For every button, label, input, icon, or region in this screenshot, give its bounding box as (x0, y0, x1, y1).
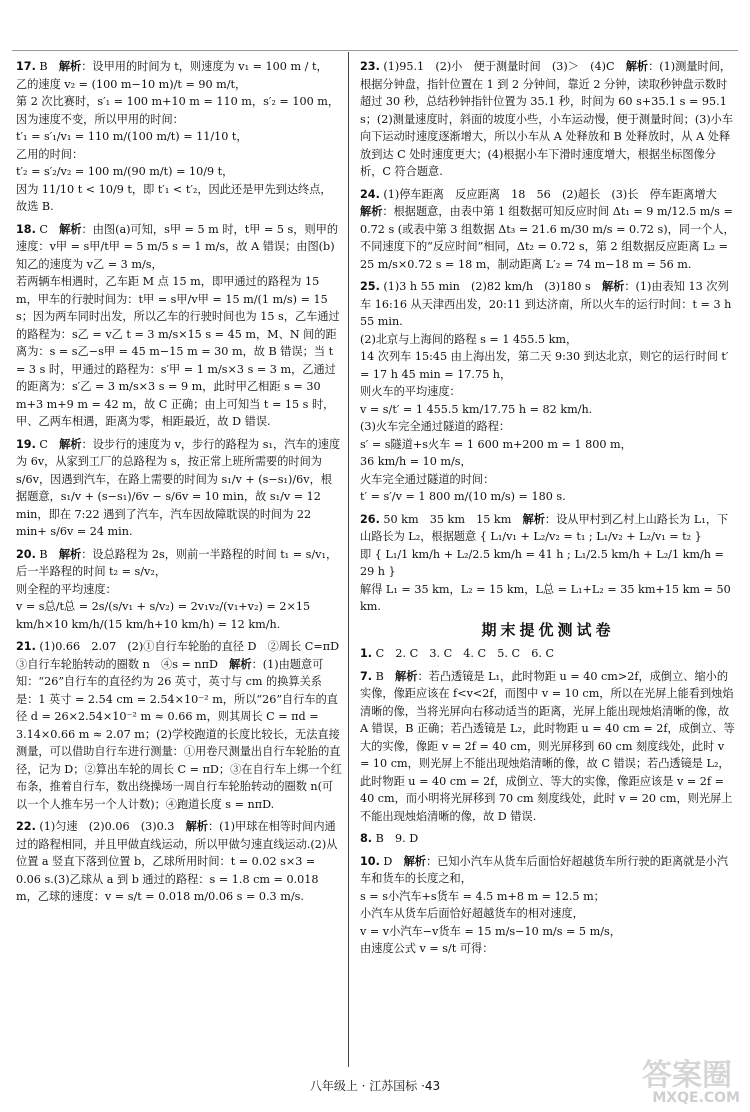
problem-number: 25. (360, 280, 380, 293)
problem-10 (360, 853, 736, 958)
analysis-line: 因为 11/10 t < 10/9 t，即 t′₁ < t′₂，因此还是甲先到达终点，故选 B. (16, 182, 332, 213)
analysis-line: 36 km/h = 10 m/s， (360, 455, 472, 468)
analysis-line: s′ = s隧道+s火车 = 1 600 m+200 m = 1 800 m， (360, 437, 632, 451)
analysis-tag: 解析 (360, 205, 383, 218)
analysis-line: s = s小汽车+s货车 = 4.5 m+8 m = 12.5 m； (360, 889, 605, 903)
analysis-line: v = s/t′ = 1 455.5 km/17.75 h = 82 km/h. (360, 402, 593, 416)
problem-7 (360, 668, 736, 826)
answer: B (39, 547, 48, 561)
analysis-tag: 解析 (625, 60, 649, 73)
problem-number: 18. (16, 222, 36, 236)
analysis-line: 因为速度不变，所以甲用的时间： (16, 112, 184, 126)
analysis-tag: 解析 (58, 547, 82, 561)
analysis-line: v = s总/t总 = 2s/(s/v₁ + s/v₂) = 2v₁v₂/(v₁+v₂) = 2×15 km/h×10 km/h/(15 km/h+10 km/h) = 12 km/h. (16, 600, 311, 631)
analysis-line: 小汽车从货车后面恰好超越货车的相对速度， (360, 907, 584, 920)
column-divider (348, 52, 349, 1067)
analysis-line: 则火车的平均速度： (360, 385, 461, 398)
analysis-line: t′₂ = s′₂/v₂ = 100 m/(90 m/t) = 10/9 t， (16, 165, 234, 178)
problem-25 (360, 278, 736, 506)
watermark-glyph: 答案圈 (642, 1058, 732, 1093)
analysis-tag: 解析 (185, 820, 208, 833)
analysis-line: ：设从甲村到乙村上山路长为 L₁，下山路长为 L₂，根据题意 { L₁/v₁ + L₂/v₂ = t₁ ; L₁/v₂ + L₂/v₁ = t₂ } (360, 512, 729, 543)
problem-1 (360, 645, 736, 663)
analysis-tag: 解析 (403, 854, 426, 868)
analysis-line: ：(1)由题意可知：“26”自行车的直径约为 26 英寸，英寸与 cm 的换算关系是：1 英寸 = 2.54 cm = 2.54×10⁻² m，所以“26”自行车的直径 d = 26×2.54×10⁻² m ≈ 0.66 m，则其周长 C = πd = 3.14×0.66 m ≈ 2.07 m；(2)学校跑道的长度比较长，无法直接测量，可以借助自行车进行测量：①用卷尺测量出自行车轮胎的直径，记为 D；②算出车轮的周长 C = πD；③在自行车上绑一个红布条，推着自行车，数出绕操场一周自行车轮胎转动的圈数 n(可以一个人推车另一个人计数)；④跑道长度 s = nπD. (16, 657, 342, 811)
analysis-line: 即 { L₁/1 km/h + L₂/2.5 km/h = 41 h ; L₁/2.5 km/h + L₂/1 km/h = 29 h } (360, 547, 724, 578)
watermark-logo (620, 1050, 740, 1106)
problem-number: 23. (360, 60, 380, 73)
analysis-line: 乙的速度 v₂ = (100 m−10 m)/t = 90 m/t， (16, 77, 247, 91)
top-rule (12, 50, 738, 51)
answer: (1)匀速 (2)0.06 (3)0.3 (39, 820, 175, 833)
analysis-tag: 解析 (229, 657, 252, 671)
analysis-line: 若两辆车相遇时，乙车距 M 点 15 m，即甲通过的路程为 15 m，甲车的行驶时间为：t甲 = s甲/v甲 = 15 m/(1 m/s) = 15 s；因为两车同时出发，所以乙车的行驶时间也为 15 s，乙车通过的路程为：s乙 = v乙 t = 3 m/s×15 s = 45 m，M、N 间的距离为：s = s乙−s甲 = 45 m−15 m = 30 m，故 B 错误；当 t = 3 s 时，甲通过的路程为：s′甲 = 1 m/s×3 s = 3 m，乙通过的距离为：s′乙 = 3 m/s×3 s = 9 m，此时甲乙相距 s = 30 m+3 m+9 m = 42 m，故 C 正确；由上可知当 t = 15 s 时，甲、乙两车相遇，距离为零，相距最近，故 D 错误. (16, 275, 340, 428)
analysis-line: ：设甲用的时间为 t，则速度为 v₁ = 100 m / t， (81, 60, 328, 73)
analysis-line: t′₁ = s′₁/v₁ = 110 m/(100 m/t) = 11/10 t， (16, 130, 248, 143)
analysis-line: ：根据题意，由表中第 1 组数据可知反应时间 Δt₁ = 9 m/12.5 m/s = 0.72 s (或表中第 3 组数据 Δt₃ = 21.6 m/30 m/s = 0.72 s)，同一个人，不同速度下的“反应时间”相同，Δt₂ = 0.72 s，第 2 组数据反应距离 L₂ = 25 m/s×0.72 s = 18 m，制动距离 L′₂ = 74 m−18 m = 56 m. (360, 205, 735, 271)
analysis-line: 则全程的平均速度： (16, 582, 117, 596)
problem-number: 26. (360, 512, 380, 526)
analysis-tag: 解析 (601, 280, 625, 293)
answer: C (39, 437, 48, 451)
analysis-line: ：设步行的速度为 v，步行的路程为 s₁，汽车的速度为 6v，从家到工厂的总路程为 s，按正常上班所需要的时间为 s/6v，因遇到汽车，在路上需要的时间为 s₁/v + (s−s₁)/6v，根据题意，s₁/v + (s−s₁)/6v − s/6v = 10 min，故 s₁/v = 12 min，即在 7:22 遇到了汽车，汽车因故障耽误的时间为 22 min+ s/6v = 24 min. (16, 437, 341, 538)
analysis-tag: 解析 (59, 222, 82, 236)
answer: 50 km 35 km 15 km (383, 512, 512, 526)
problem-23 (360, 58, 736, 181)
analysis-line: ：(1)甲球在相等时间内通过的路程相同，并且甲做直线运动，所以甲做匀速直线运动.(2)从位置 a 竖直下落到位置 b，乙球所用时间：t = 0.02 s×3 = 0.06 s.(3)乙球从 a 到 b 通过的路程：s = 1.8 cm = 0.018 m，乙球的速度：v = s/t = 0.018 m/0.06 s = 0.3 m/s. (16, 820, 338, 903)
analysis-line: 第 2 次比赛时，s′₁ = 100 m+10 m = 110 m，s′₂ = 100 m， (16, 95, 340, 108)
analysis-tag: 解析 (58, 60, 82, 73)
analysis-line: (3)火车完全通过隧道的路程： (360, 420, 511, 433)
answer: B (375, 669, 384, 683)
analysis-tag: 解析 (59, 437, 82, 451)
problem-19 (16, 436, 342, 541)
analysis-line: 由速度公式 v = s/t 可得： (360, 942, 494, 955)
problem-number: 7. (360, 669, 373, 683)
answer: D (383, 854, 393, 868)
analysis-line: ：设总路程为 2s，则前一半路程的时间 t₁ = s/v₁，后一半路程的时间 t₂ = s/v₂， (16, 547, 338, 578)
right-problems (360, 58, 736, 616)
left-column (16, 58, 351, 911)
analysis-line: t′ = s′/v = 1 800 m/(10 m/s) = 180 s. (360, 490, 566, 503)
analysis-line: 火车完全通过隧道的时间： (360, 472, 495, 486)
analysis-line: ：(1)由表知 13 次列车 16:16 从天津西出发，20:11 到达济南，所以火车的运行时间：t = 3 h 55 min. (360, 280, 732, 328)
problem-number: 19. (16, 437, 36, 451)
analysis-line: ：由图(a)可知，s甲 = 5 m 时，t甲 = 5 s，则甲的速度：v甲 = s甲/t甲 = 5 m/5 s = 1 m/s，故 A 错误；由图(b)知乙的速度为 v乙 = 3 m/s， (16, 222, 339, 271)
watermark-text: MXQE.COM (652, 1090, 740, 1106)
analysis-line: 14 次列车 15:45 由上海出发，第二天 9:30 到达北京，则它的运行时间 t′ = 17 h 45 min = 17.75 h， (360, 350, 729, 381)
answer: C (39, 222, 48, 236)
problem-20 (16, 546, 342, 634)
section-title: 期末提优测试卷 (481, 620, 615, 639)
analysis-line: ：已知小汽车从货车后面恰好超越货车所行驶的距离就是小汽车和货车的长度之和， (360, 854, 729, 885)
answer: (1)停车距离 反应距离 18 56 (2)超长 (3)长 停车距离增大 (383, 187, 717, 201)
problem-24 (360, 186, 736, 274)
problem-number: 8. (360, 832, 373, 845)
problem-number: 10. (360, 854, 380, 868)
analysis-line: (2)北京与上海间的路程 s = 1 455.5 km， (360, 332, 578, 346)
problem-number: 17. (16, 60, 36, 73)
page-footer: 八年级上 · 江苏国标 ·43 (309, 1079, 441, 1093)
final-test-answers (360, 645, 736, 958)
analysis-tag: 解析 (522, 512, 545, 526)
problem-21 (16, 638, 351, 813)
problem-22 (16, 818, 342, 906)
answer: (1)0.66 2.07 (2)①自行车轮胎的直径 D ②周长 C=πD ③自行车轮胎转动的圈数 n ④s = nπD (16, 640, 351, 671)
problem-number: 20. (16, 547, 36, 561)
problem-17 (16, 58, 342, 216)
analysis-line: 乙用的时间： (16, 147, 84, 161)
problem-number: 24. (360, 187, 380, 201)
problem-18 (16, 221, 342, 431)
problem-number: 22. (16, 820, 36, 833)
answer: B (39, 60, 48, 73)
analysis-line: ：(1)测量时间，根据分钟盘，指针位置在 1 到 2 分钟间，靠近 2 分钟，读取秒钟盘示数时超过 30 秒，总结秒钟指针位置为 35.1 秒，时间为 60 s+35.1 s = 95.1 s；(2)测量速度时，斜面的坡度小些，小车运动慢，便于测量时间；(3)小车向下运动时速度逐渐增大，所以小车从 A 处释放和 B 处释放时，从 A 处释放到达 C 处时速度更大；(4)根据小车下滑时速度增大，根据坐标图像分析，C 符合题意. (360, 60, 734, 178)
analysis-line: 解得 L₁ = 35 km，L₂ = 15 km，L总 = L₁+L₂ = 35 km+15 km = 50 km. (360, 582, 731, 613)
analysis-tag: 解析 (395, 669, 418, 683)
problem-26 (360, 511, 736, 616)
problem-8 (360, 830, 736, 848)
answer: (1)95.1 (2)小 便于测量时间 (3)＞ (4)C (383, 60, 615, 73)
right-column (360, 58, 736, 963)
analysis-line: ：若凸透镜是 L₁，此时物距 u = 40 cm>2f，成倒立、缩小的实像，像距应该在 f<v<2f，而图中 v = 10 cm，所以在光屏上能看到烛焰清晰的像，当将光屏向右移动适当的距离，光屏上能出现烛焰清晰的像，故 A 错误，B 正确；若凸透镜是 L₂，此时物距 u = 40 cm = 2f，成倒立、等大的实像，像距 v = 2f = 40 cm，则光屏移到 60 cm 刻度线处，此时 v = 10 cm，则光屏上不能出现烛焰清晰的像，故 C 错误；若凸透镜是 L₂，此时物距 u = 40 cm = 2f，成倒立、等大的实像，像距应该是 v = 2f = 40 cm，而小明将光屏移到 70 cm 刻度线处，此时 v = 20 cm，则光屏上不能出现烛焰清晰的像，故 D 错误. (360, 669, 735, 823)
answer-list: B 9. D (375, 832, 419, 845)
problem-number: 1. (360, 647, 373, 660)
problem-number: 21. (16, 640, 36, 653)
answer: (1)3 h 55 min (2)82 km/h (3)180 s (383, 280, 591, 293)
answer-list: C 2. C 3. C 4. C 5. C 6. C (375, 647, 555, 660)
analysis-line: v = v小汽车−v货车 = 15 m/s−10 m/s = 5 m/s， (360, 924, 621, 938)
